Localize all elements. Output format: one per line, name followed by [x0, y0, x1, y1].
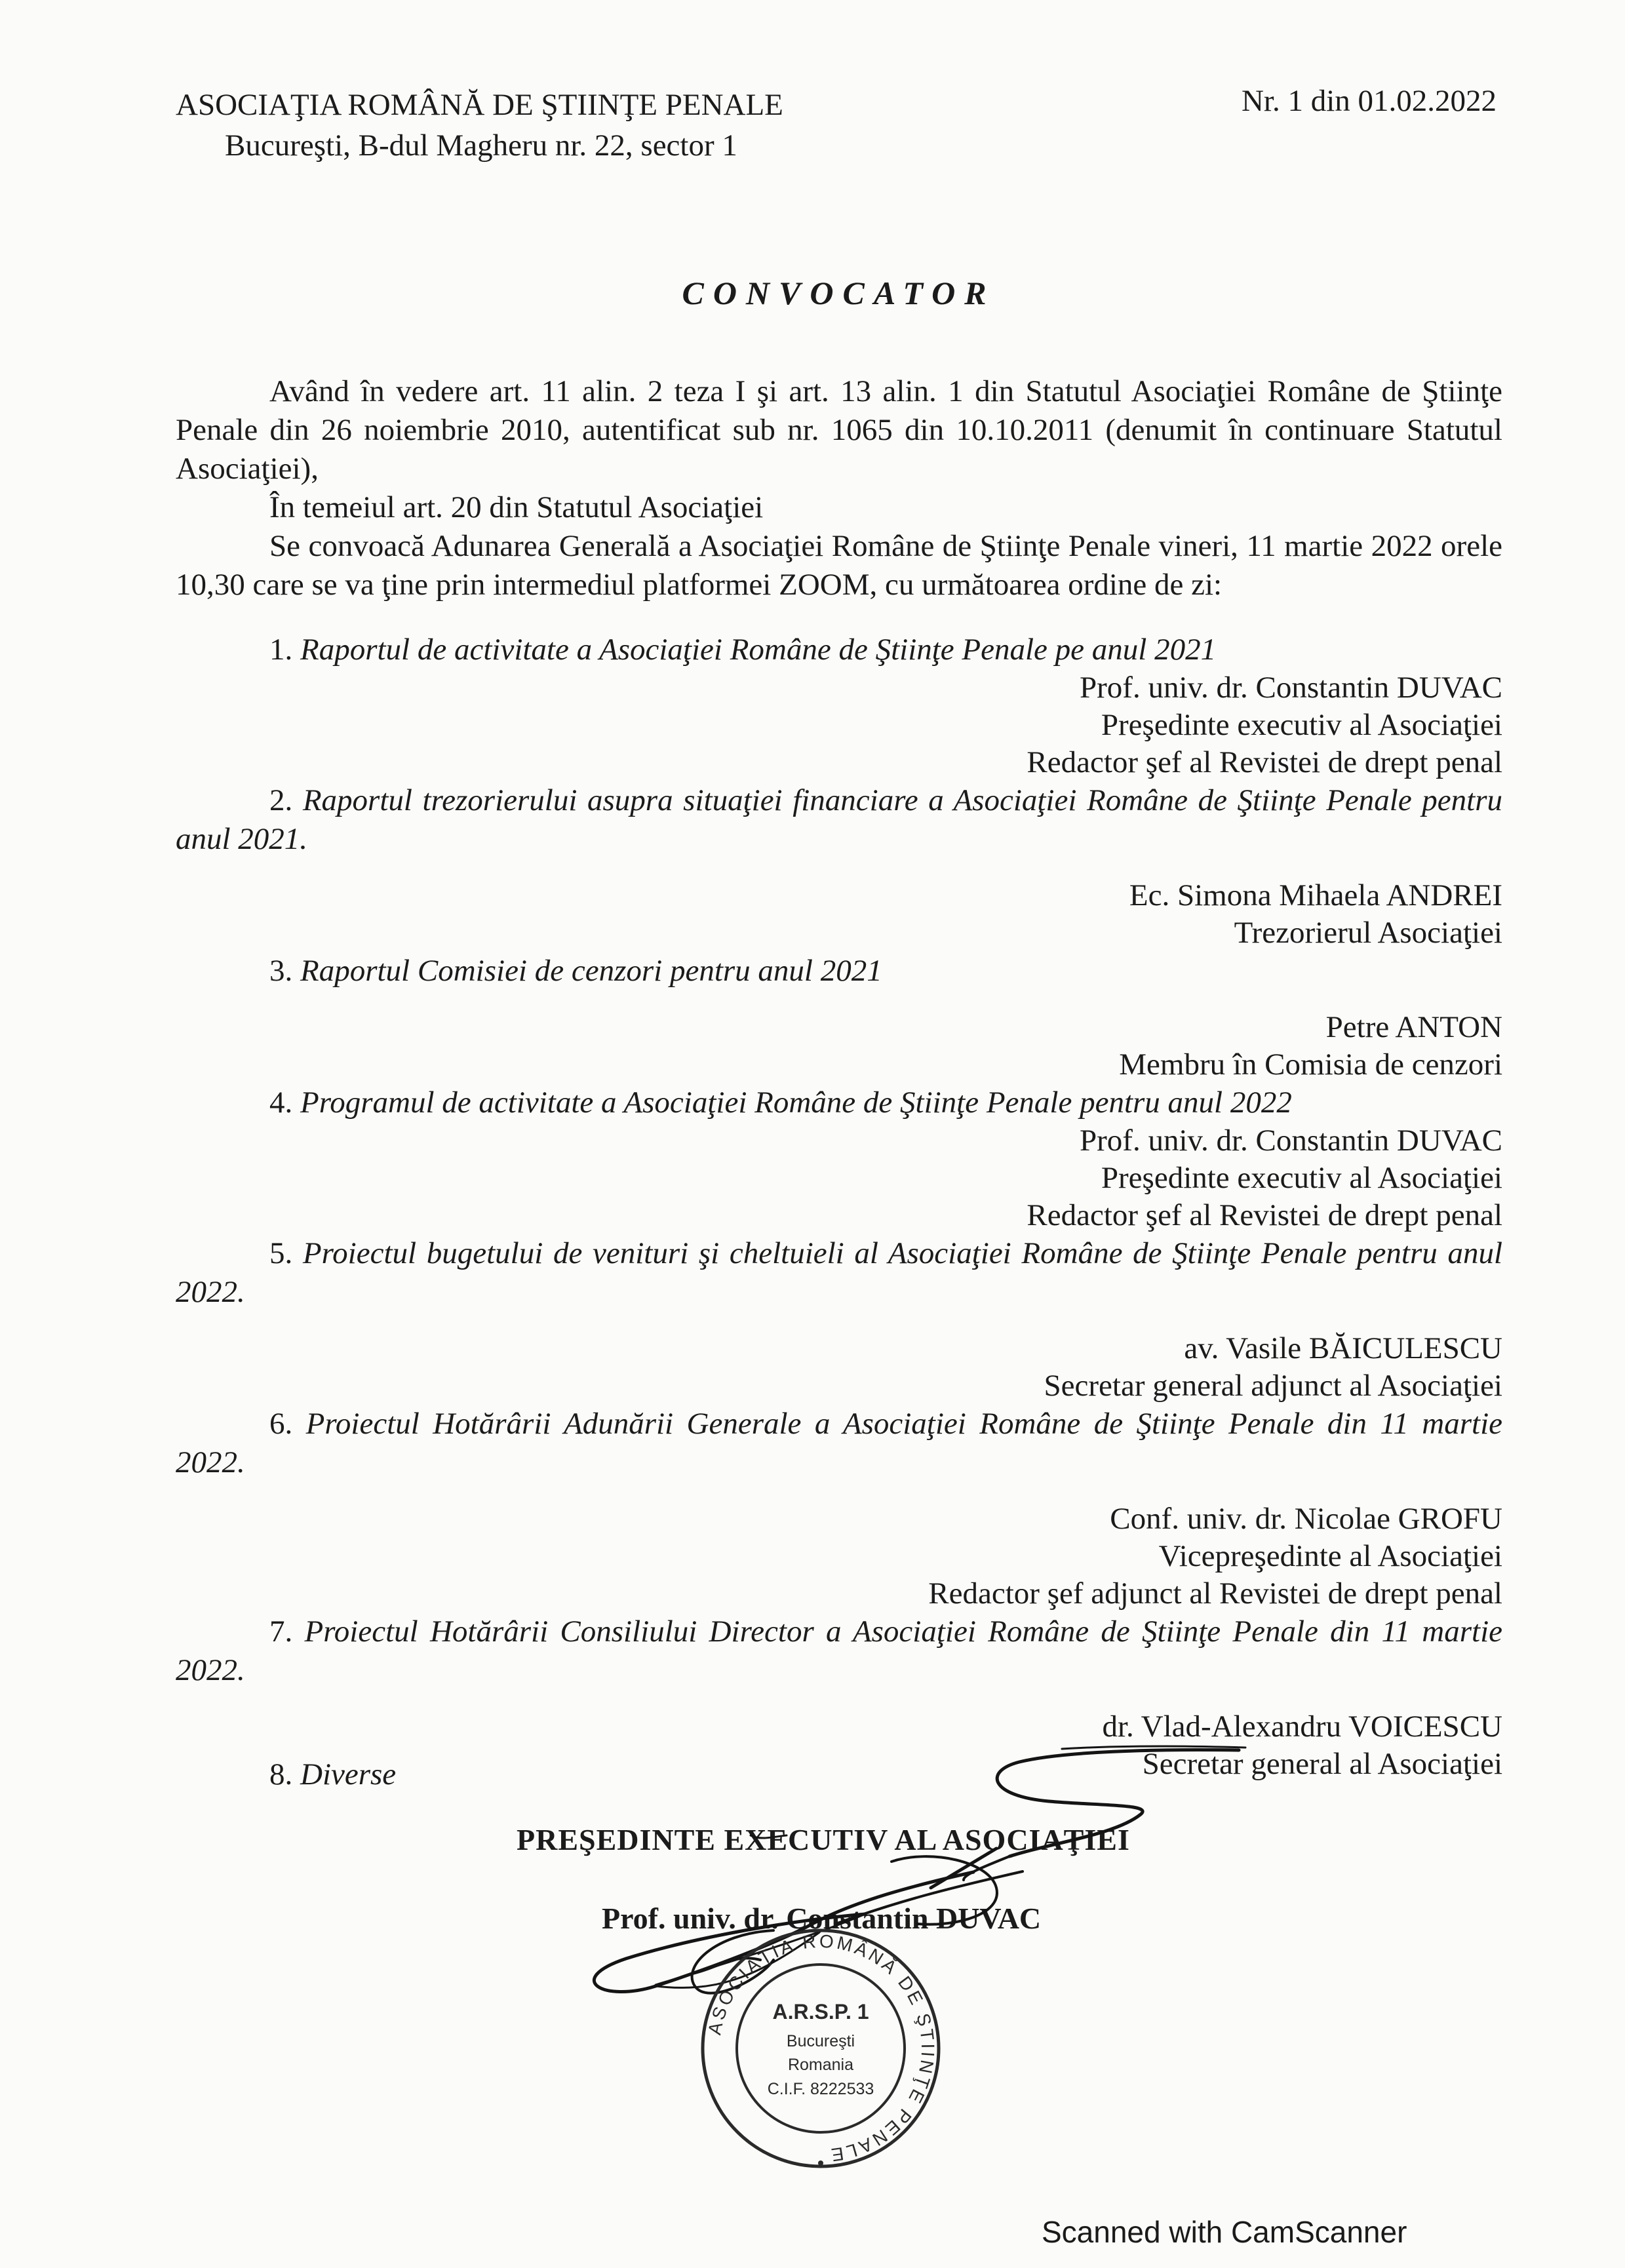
- agenda-item-number: 8.: [269, 1757, 293, 1791]
- handwritten-signature-icon: [594, 1746, 1245, 1993]
- stamp-center-code: A.R.S.P. 1: [772, 2000, 869, 2024]
- agenda-item-misc: [269, 1757, 396, 1792]
- signatory-line: Redactor şef al Revistei de drept penal: [1027, 1198, 1502, 1232]
- agenda-item-title: Programul de activitate a Asociaţiei Române de Ştiinţe Penale pentru anul 2022: [300, 1085, 1292, 1120]
- signature-role: PREŞEDINTE EXECUTIV AL ASOCIAŢIEI: [517, 1823, 1130, 1856]
- signatory-line: Redactor şef adjunct al Revistei de drept penal: [928, 1576, 1502, 1611]
- agenda-item-number: 3.: [269, 954, 293, 988]
- organization-address: Bucureşti, B-dul Magheru nr. 22, sector 1: [225, 128, 737, 163]
- agenda-item-title: Proiectul bugetului de venituri şi cheltuieli al Asociaţiei Române de Ştiinţe Penale pentru anul 2022.: [176, 1236, 1502, 1309]
- agenda-item-title: Raportul de activitate a Asociaţiei Române de Ştiinţe Penale pe anul 2021: [300, 633, 1217, 667]
- agenda-item-title: Raportul Comisiei de cenzori pentru anul 2021: [300, 954, 882, 988]
- agenda-item-title: Proiectul Hotărârii Consiliului Director a Asociaţiei Române de Ştiinţe Penale din 11 martie 2022.: [176, 1614, 1502, 1687]
- agenda-item-title: Proiectul Hotărârii Adunării Generale a Asociaţiei Române de Ştiinţe Penale din 11 martie 2022.: [176, 1407, 1502, 1479]
- scanner-watermark: Scanned with CamScanner: [1042, 2215, 1407, 2249]
- stamp-country: Romania: [787, 2056, 854, 2074]
- legal-basis: În temeiul art. 20 din Statutul Asociaţiei: [269, 490, 764, 524]
- stamp-ring-text: ASOCIAŢIA ROMÂNĂ DE ŞTIINŢE PENALE: [704, 1930, 939, 2166]
- document-title: CONVOCATOR: [682, 275, 996, 311]
- document-body: [176, 372, 1502, 1783]
- agenda-item-number: 5.: [269, 1236, 293, 1270]
- signatory-line: dr. Vlad-Alexandru VOICESCU: [1102, 1710, 1502, 1744]
- signatory-line: Petre ANTON: [1325, 1010, 1502, 1044]
- signatory-line: Preşedinte executiv al Asociaţiei: [1101, 708, 1502, 742]
- signatory-line: Prof. univ. dr. Constantin DUVAC: [1080, 671, 1502, 705]
- signatory-line: Vicepreşedinte al Asociaţiei: [1158, 1539, 1502, 1573]
- agenda-item: [176, 781, 1502, 859]
- signatory-line: Preşedinte executiv al Asociaţiei: [1101, 1161, 1502, 1195]
- signatory-line: Prof. univ. dr. Constantin DUVAC: [1080, 1124, 1502, 1158]
- signatory-line: Trezorierul Asociaţiei: [1234, 916, 1502, 950]
- agenda-item: [176, 631, 1502, 669]
- agenda-item: [176, 1234, 1502, 1312]
- agenda-list: [176, 631, 1502, 1783]
- signatory-line: Conf. univ. dr. Nicolae GROFU: [1110, 1502, 1502, 1536]
- agenda-item-number: 4.: [269, 1085, 293, 1120]
- agenda-item-number: 1.: [269, 633, 293, 667]
- agenda-item-title: Raportul trezorierului asupra situaţiei financiare a Asociaţiei Române de Ştiinţe Penale pentru anul 2021.: [176, 783, 1502, 856]
- signatory-line: Secretar general adjunct al Asociaţiei: [1044, 1369, 1502, 1403]
- agenda-item: [176, 952, 1502, 990]
- stamp-icon: [703, 1930, 939, 2166]
- signatory-line: Secretar general al Asociaţiei: [1142, 1747, 1502, 1781]
- signatory-line: Ec. Simona Mihaela ANDREI: [1129, 878, 1502, 912]
- agenda-item-number: 2.: [269, 783, 293, 817]
- stamp-cif: C.I.F. 8222533: [767, 2080, 874, 2098]
- signatory-line: av. Vasile BĂICULESCU: [1184, 1331, 1502, 1365]
- intro-paragraph: Având în vedere art. 11 alin. 2 teza I şi art. 13 alin. 1 din Statutul Asociaţiei Române de Ştiinţe Penale din 26 noiembrie 2010, autentificat sub nr. 1065 din 10.10.2011 (denumit în continuare Statutul Asociaţiei),: [176, 374, 1502, 486]
- signatory-line: Redactor şef al Revistei de drept penal: [1027, 745, 1502, 779]
- document-number: Nr. 1 din 01.02.2022: [1241, 84, 1497, 118]
- agenda-item: [176, 1613, 1502, 1690]
- agenda-item: [176, 1084, 1502, 1122]
- agenda-item: [176, 1405, 1502, 1482]
- agenda-item-number: 7.: [269, 1614, 293, 1649]
- signatory-line: Membru în Comisia de cenzori: [1119, 1047, 1502, 1082]
- stamp-city: Bucureşti: [786, 2032, 855, 2050]
- convocation-paragraph: Se convoacă Adunarea Generală a Asociaţiei Române de Ştiinţe Penale vineri, 11 martie 2022 orele 10,30 care se va ţine prin intermediul platformei ZOOM, cu următoarea ordine de zi:: [176, 529, 1502, 602]
- organization-name: ASOCIAŢIA ROMÂNĂ DE ŞTIINŢE PENALE: [176, 88, 783, 122]
- agenda-item-number: 6.: [269, 1407, 293, 1441]
- svg-text:ASOCIAŢIA ROMÂNĂ DE ŞTIINŢE PE: [704, 1931, 938, 2166]
- agenda-item-title: Diverse: [300, 1757, 397, 1791]
- signature-name: Prof. univ. dr. Constantin DUVAC: [602, 1902, 1042, 1935]
